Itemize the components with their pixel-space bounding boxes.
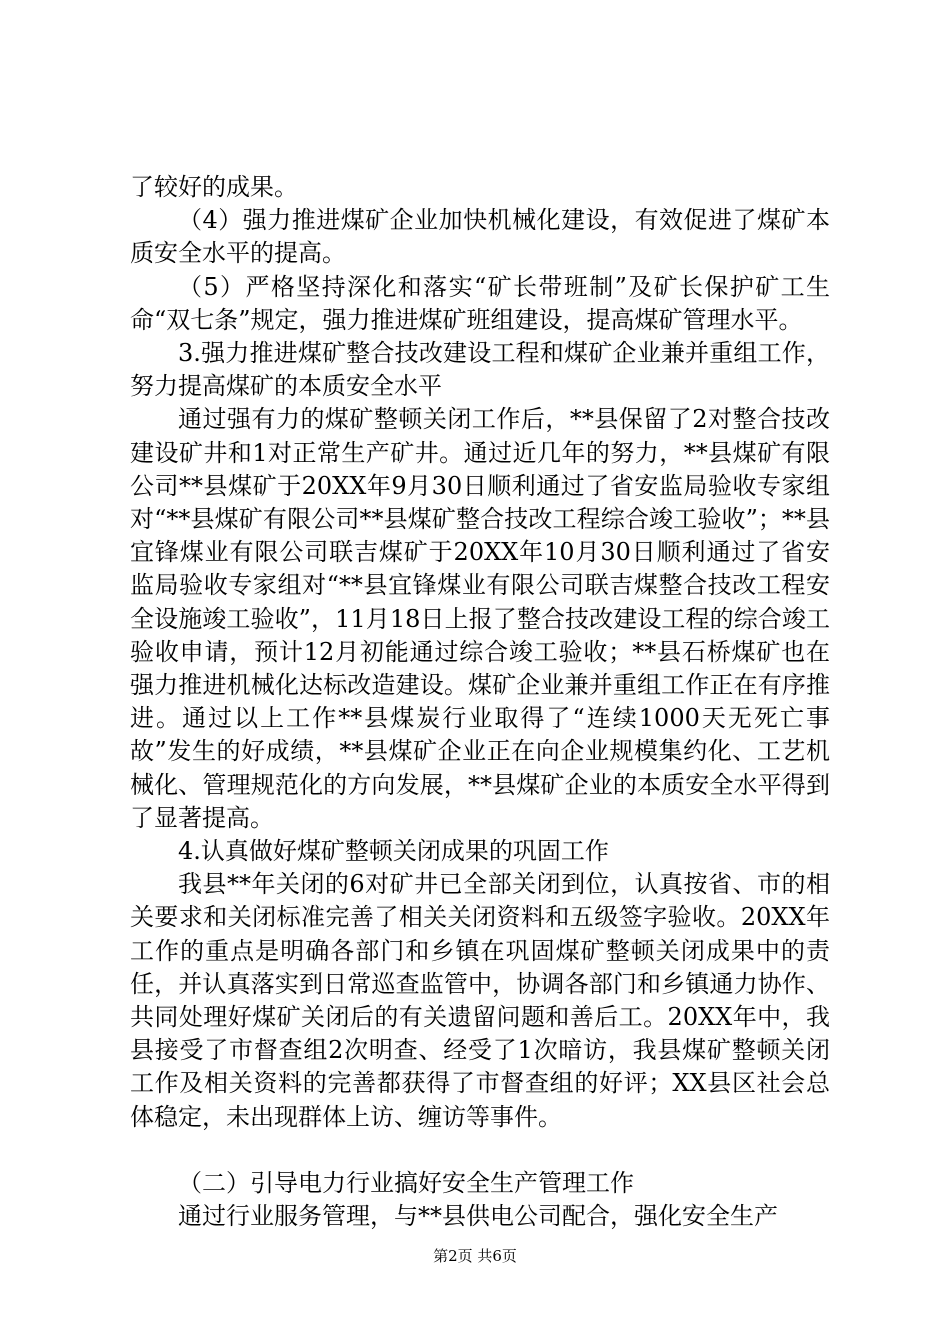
paragraph-section-4-body: 我县**年关闭的6对矿井已全部关闭到位，认真按省、市的相关要求和关闭标准完善了相关关闭资料和五级签字验收。20XX年工作的重点是明确各部门和乡镇在巩固煤矿整顿关闭成果中的责任，并认真落实到日常巡查监管中，协调各部门和乡镇通力协作、共同处理好煤矿关闭后的有关遗留问题和善后工。20XX年中，我县接受了市督查组2次明查、经受了1次暗访，我县煤矿整顿关闭工作及相关资料的完善都获得了市督查组的好评；XX县区社会总体稳定，未出现群体上访、缠访等事件。 xyxy=(130,870,830,1131)
paragraph-item-4: （4）强力推进煤矿企业加快机械化建设，有效促进了煤矿本质安全水平的提高。 xyxy=(130,206,830,268)
section-heading-4: 4.认真做好煤矿整顿关闭成果的巩固工作 xyxy=(178,837,609,866)
paragraph-spacer xyxy=(130,1134,830,1167)
paragraph-section-2-body: 通过行业服务管理，与**县供电公司配合，强化安全生产 xyxy=(178,1202,778,1231)
paragraph-continuation: 了较好的成果。 xyxy=(130,173,298,201)
document-body xyxy=(130,171,830,1233)
page-footer: 第2页 共6页 xyxy=(433,1247,517,1265)
paragraph-item-5: （5）严格坚持深化和落实“矿长带班制”及矿长保护矿工生命“双七条”规定，强力推进煤矿班组建设，提高煤矿管理水平。 xyxy=(130,272,830,334)
section-heading-2: （二）引导电力行业搞好安全生产管理工作 xyxy=(178,1168,634,1197)
paragraph-section-3-body: 通过强有力的煤矿整顿关闭工作后，**县保留了2对整合技改建设矿井和1对正常生产矿井。通过近几年的努力，**县煤矿有限公司**县煤矿于20XX年9月30日顺利通过了省安监局验收专家组对“**县煤矿有限公司**县煤矿整合技改工程综合竣工验收”；**县宜锋煤业有限公司联吉煤矿于20XX年10月30日顺利通过了省安监局验收专家组对“**县宜锋煤业有限公司联吉煤整合技改工程安全设施竣工验收”，11月18日上报了整合技改建设工程的综合竣工验收申请，预计12月初能通过综合竣工验收；**县石桥煤矿也在强力推进机械化达标改造建设。煤矿企业兼并重组工作正在有序推进。通过以上工作**县煤炭行业取得了“连续1000天无死亡事故”发生的好成绩，**县煤矿企业正在向企业规模集约化、工艺机械化、管理规范化的方向发展，**县煤矿企业的本质安全水平得到了显著提高。 xyxy=(130,405,830,832)
section-heading-3: 3.强力推进煤矿整合技改建设工程和煤矿企业兼并重组工作，努力提高煤矿的本质安全水平 xyxy=(130,339,830,401)
